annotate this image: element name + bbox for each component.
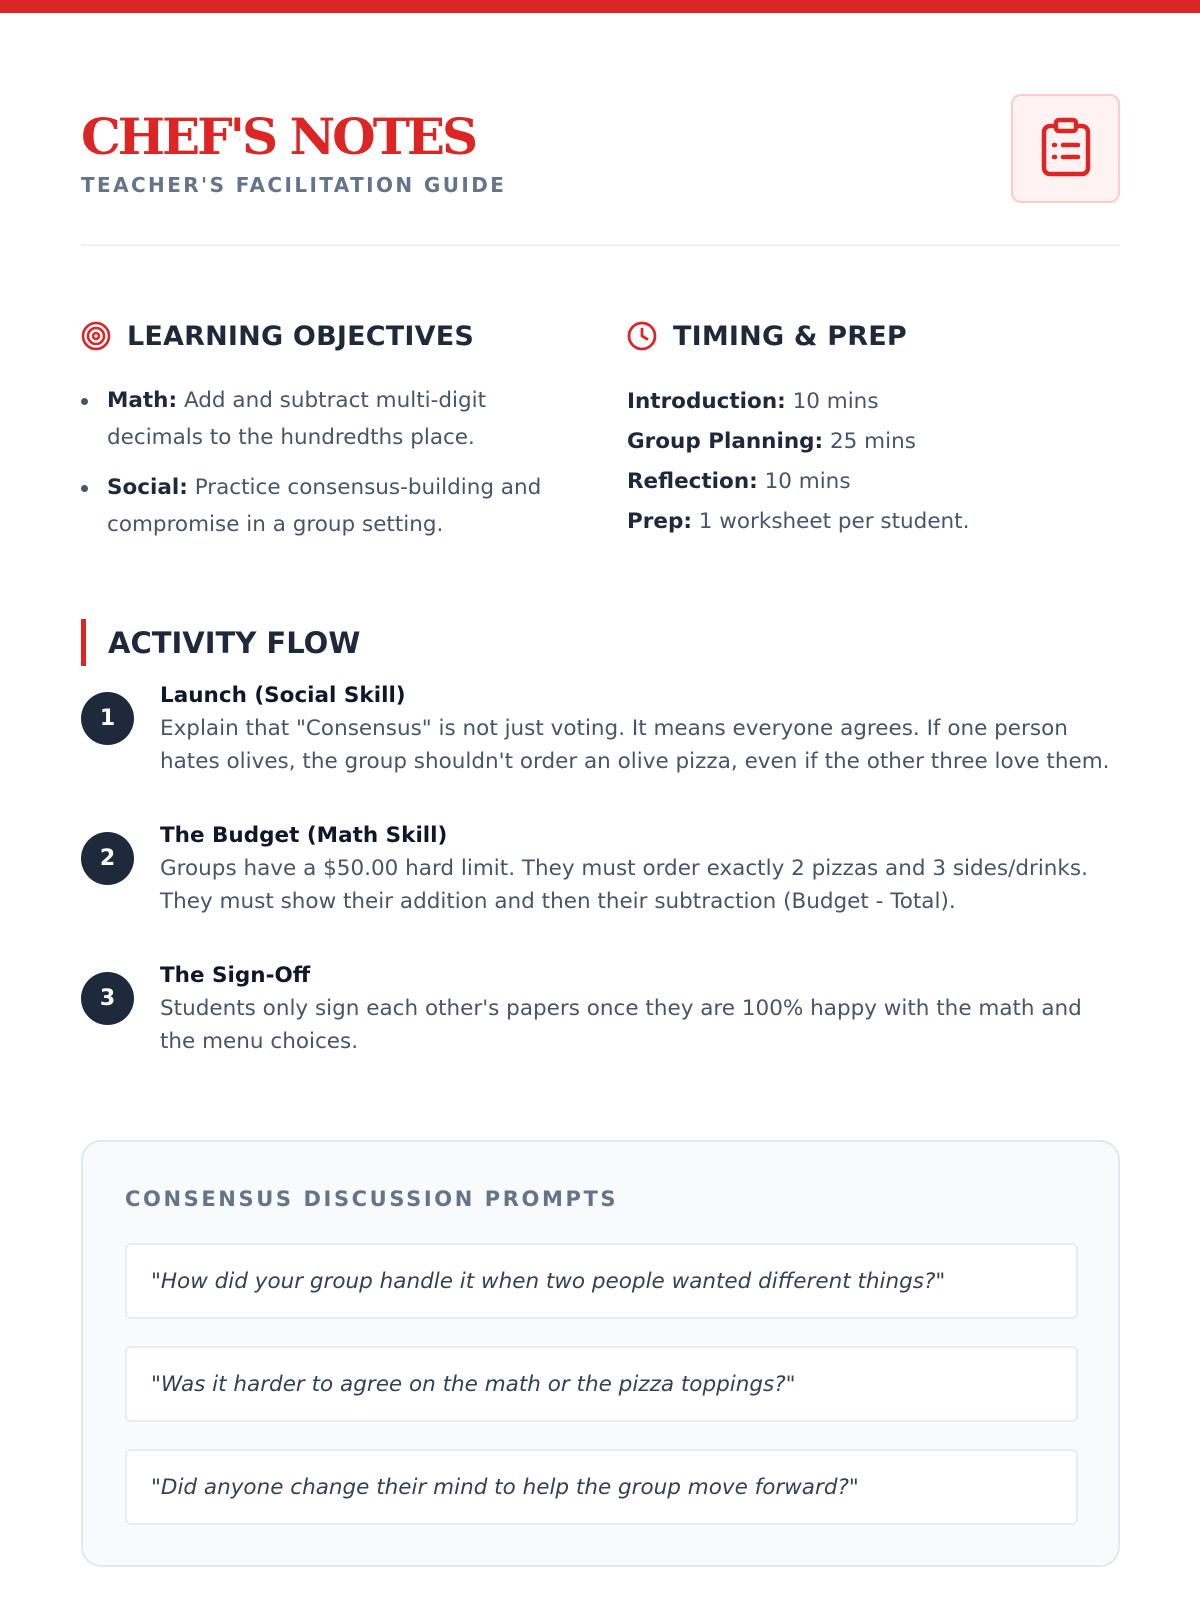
page-title: CHEF'S NOTES [81,107,476,166]
step-body [160,819,1120,918]
target-icon [81,320,113,352]
activity-flow-heading: ACTIVITY FLOW [108,625,361,660]
step-description: Explain that "Consensus" is not just voting. It means everyone agrees. If one person hates olives, the group shouldn't order an olive pizza, even if the other three love them. [160,716,1110,774]
prompt-item: "Did anyone change their mind to help the group move forward?" [125,1449,1078,1525]
step-description: Groups have a $50.00 hard limit. They must order exactly 2 pizzas and 3 sides/drinks. They must show their addition and then their subtraction (Budget - Total). [160,856,1088,914]
timing-heading: TIMING & PREP [673,320,907,352]
step-number-badge: 3 [81,972,134,1025]
objectives-heading: LEARNING OBJECTIVES [127,320,475,352]
timing-heading-row [627,318,1120,354]
objectives-heading-row [81,318,561,354]
timing-value: 10 mins [792,389,879,414]
clock-icon [627,320,659,352]
timing-label: Reflection: [627,469,758,494]
objective-text: Add and subtract multi-digit decimals to the hundredths place. [107,388,487,450]
discussion-prompts-card [81,1140,1120,1567]
prompt-item: "How did your group handle it when two people wanted different things?" [125,1243,1078,1319]
prompt-item: "Was it harder to agree on the math or the pizza toppings?" [125,1346,1078,1422]
objectives-list [81,382,561,543]
timing-row [627,382,1120,422]
learning-objectives-section [81,318,561,556]
timing-label: Group Planning: [627,429,824,454]
clipboard-badge [1011,94,1120,203]
step-title: Launch (Social Skill) [160,683,406,708]
page-header [81,92,1120,242]
objective-label: Math: [107,388,178,413]
timing-label: Introduction: [627,389,786,414]
list-item [81,469,561,543]
section-accent-bar [81,619,86,666]
step-number-badge: 1 [81,692,134,745]
header-divider [81,244,1120,246]
clipboard-list-icon [1040,117,1092,181]
step-description: Students only sign each other's papers once they are 100% happy with the math and the menu choices. [160,996,1082,1054]
timing-prep-section [627,318,1120,542]
activity-flow-heading-row [81,619,360,666]
step-body [160,959,1120,1058]
timing-row [627,422,1120,462]
timing-row [627,502,1120,542]
prompts-heading: CONSENSUS DISCUSSION PROMPTS [125,1187,619,1211]
timing-label: Prep: [627,509,692,534]
timing-value: 1 worksheet per student. [698,509,970,534]
step-title: The Sign-Off [160,963,311,988]
timing-value: 25 mins [829,429,916,454]
objective-text: Practice consensus-building and compromise in a group setting. [107,475,542,537]
step-number-badge: 2 [81,832,134,885]
step-title: The Budget (Math Skill) [160,823,448,848]
page-subtitle: TEACHER'S FACILITATION GUIDE [81,173,507,197]
objective-label: Social: [107,475,188,500]
timing-row [627,462,1120,502]
step-body [160,679,1120,778]
top-accent-bar [0,0,1200,13]
timing-value: 10 mins [764,469,851,494]
list-item [81,382,561,456]
timing-list [627,382,1120,542]
